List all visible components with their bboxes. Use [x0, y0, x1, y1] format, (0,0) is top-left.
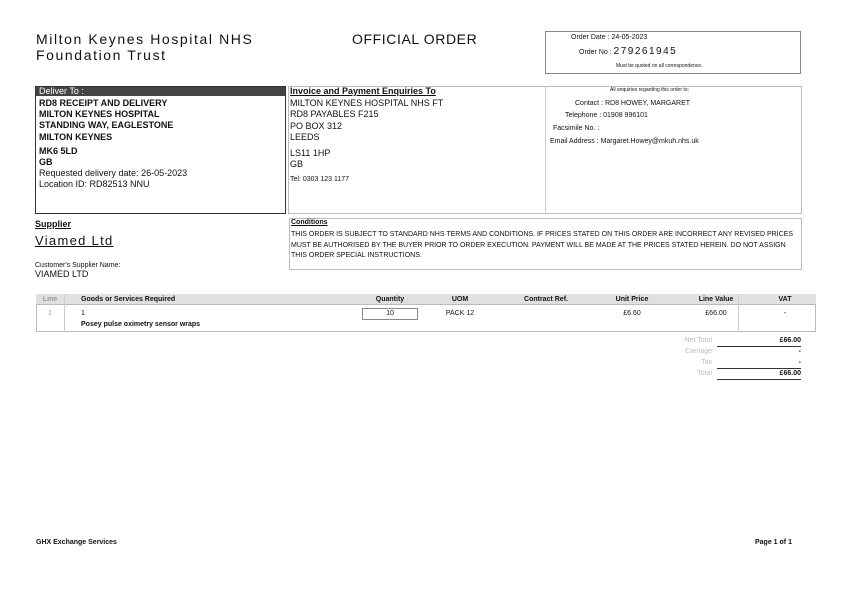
customer-supplier-label: Customer's Supplier Name:	[35, 262, 121, 269]
total-value: £66.00	[779, 370, 801, 377]
th-unit-price: Unit Price	[615, 296, 649, 303]
total-rule	[717, 346, 801, 347]
conditions-text: THIS ORDER IS SUBJECT TO STANDARD NHS TERMS AND CONDITIONS. IF PRICES STATED ON THIS ORDER ARE INCORRECT ANY REVISED PRICES MUST BE AUTHORISED BY THE BUYER PRIOR TO ORDER EXECUTION. PAYMENT WILL BE MADE AT THE PRICES STATED HEREIN. DO NOT ASSIGN THIS ORDER SPECIAL INSTRUCTIONS.	[291, 231, 794, 259]
th-line-value: Line Value	[698, 296, 734, 303]
invoice-address	[290, 98, 443, 170]
cell-uom: PACK 12	[445, 310, 475, 317]
supplier-heading: Supplier	[35, 219, 72, 229]
invoice-line: MILTON KEYNES HOSPITAL NHS FT	[290, 98, 444, 108]
carriage-label: Carriage	[685, 348, 712, 355]
deliver-postcode: MK6 5LD	[39, 145, 78, 156]
deliver-line: RD8 RECEIPT AND DELIVERY	[39, 98, 168, 108]
th-goods: Goods or Services Required	[81, 296, 176, 303]
cell-unit-price: £6.60	[623, 310, 641, 317]
document-title: OFFICIAL ORDER	[352, 31, 478, 47]
order-number	[579, 46, 677, 57]
th-contract-ref: Contract Ref.	[524, 296, 568, 303]
deliver-to-heading: Deliver To :	[36, 87, 285, 96]
enquiries-heading: All enquiries regarding this order to:	[610, 87, 689, 93]
order-number-note: Must be quoted on all correspondence.	[616, 63, 703, 69]
deliver-line: MILTON KEYNES HOSPITAL	[39, 109, 160, 120]
cell-line: 1	[48, 310, 52, 317]
organisation-name-line1: Milton Keynes Hospital NHS	[36, 31, 254, 47]
order-info-box	[545, 31, 801, 74]
deliver-to-address	[36, 96, 285, 191]
invoice-postcode: LS11 1HP	[290, 147, 331, 158]
total-rule	[717, 368, 801, 369]
enquiries-facsimile: Facsimile No. :	[553, 125, 600, 132]
page-number: Page 1 of 1	[755, 539, 792, 546]
invoice-line: RD8 PAYABLES F215	[290, 109, 379, 120]
cell-line-value: £66.00	[705, 310, 727, 317]
tax-value: -	[798, 359, 801, 366]
th-line: Line	[42, 296, 58, 303]
conditions-heading: Conditions	[291, 219, 328, 226]
total-label: Total	[697, 370, 712, 377]
column-divider	[64, 294, 65, 332]
total-rule	[717, 379, 801, 380]
invoice-telephone: Tel: 0303 123 1177	[290, 176, 350, 183]
invoice-heading: Invoice and Payment Enquiries To	[290, 86, 436, 96]
deliver-line: STANDING WAY, EAGLESTONE	[39, 120, 174, 131]
supplier-name: Viamed Ltd	[35, 233, 114, 248]
invoice-line: LEEDS	[290, 132, 320, 143]
invoice-divider	[545, 86, 546, 214]
deliver-to-box	[35, 86, 286, 214]
carriage-value: -	[798, 348, 801, 355]
net-total-label: Net Total	[684, 337, 712, 344]
net-total-value: £66.00	[779, 337, 801, 344]
order-number-label: Order No :	[579, 49, 612, 56]
cell-item-no: 1	[81, 310, 85, 317]
deliver-line: MILTON KEYNES	[39, 131, 113, 142]
cell-description: Posey pulse oximetry sensor wraps	[81, 321, 201, 328]
cell-vat: -	[783, 310, 787, 317]
order-date: Order Date : 24-05-2023	[571, 34, 648, 41]
cell-quantity: 10	[386, 310, 394, 317]
tax-label: Tax	[701, 359, 712, 366]
th-vat: VAT	[778, 296, 792, 303]
invoice-country: GB	[290, 159, 304, 170]
th-uom: UOM	[451, 296, 469, 303]
organisation-name	[36, 31, 253, 63]
footer-left: GHX Exchange Services	[36, 539, 117, 546]
customer-supplier-name: VIAMED LTD	[35, 269, 89, 279]
enquiries-contact: Contact : RD8 HOWEY, MARGARET	[575, 100, 691, 107]
organisation-name-line2: Foundation Trust	[36, 47, 167, 63]
th-quantity: Quantity	[375, 296, 405, 303]
requested-delivery-date: Requested delivery date: 26-05-2023	[39, 168, 188, 179]
invoice-line: PO BOX 312	[290, 120, 343, 131]
order-number-value: 279261945	[613, 46, 678, 57]
enquiries-email: Email Address : Margaret.Howey@mkuh.nhs.uk	[550, 138, 699, 145]
enquiries-telephone: Telephone : 01908 996101	[565, 112, 648, 119]
deliver-country: GB	[39, 157, 53, 168]
location-id: Location ID: RD82513 NNU	[39, 179, 150, 190]
